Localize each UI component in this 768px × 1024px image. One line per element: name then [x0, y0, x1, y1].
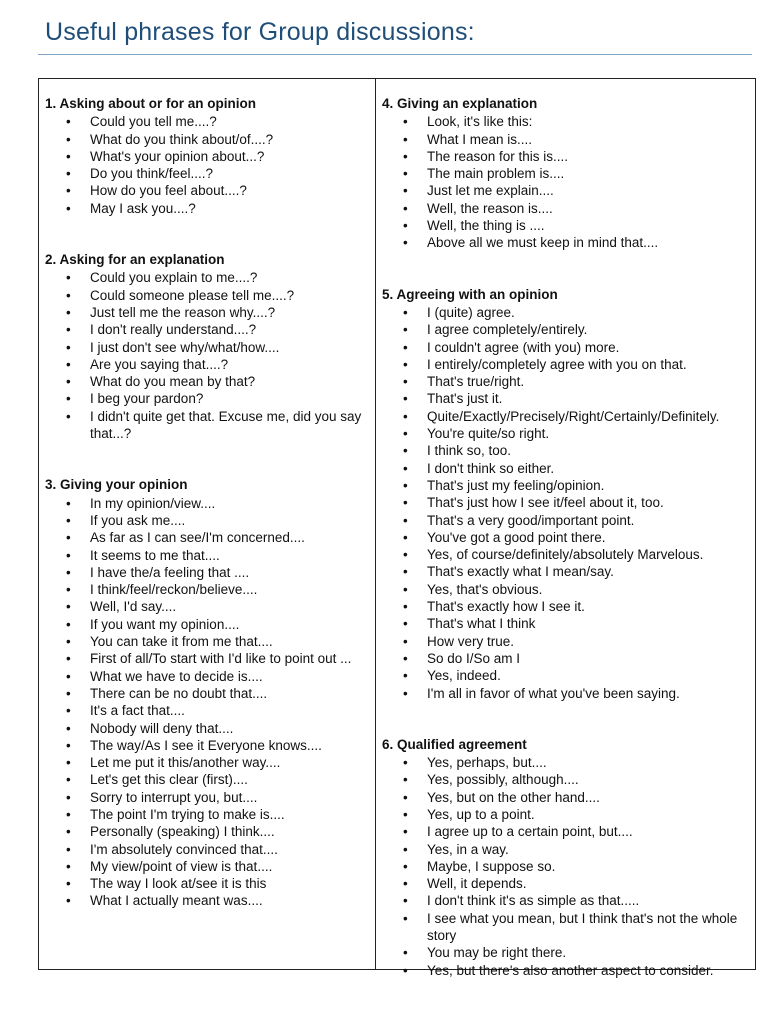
phrase-item: • I agree completely/entirely. — [382, 321, 751, 338]
phrase-item: • Let me put it this/another way.... — [45, 754, 371, 771]
phrase-item: • That's exactly how I see it. — [382, 598, 751, 615]
phrase-item: • What I mean is.... — [382, 131, 751, 148]
phrase-item: • That's a very good/important point. — [382, 512, 751, 529]
phrase-item: • That's true/right. — [382, 373, 751, 390]
phrase-item: • I entirely/completely agree with you on that. — [382, 356, 751, 373]
title-underline — [38, 54, 752, 55]
phrase-section — [382, 286, 751, 702]
phrase-item: • That's what I think — [382, 615, 751, 632]
phrase-item: • Yes, of course/definitely/absolutely Marvelous. — [382, 546, 751, 563]
phrase-item: • I beg your pardon? — [45, 390, 371, 407]
phrase-item: • Well, the thing is .... — [382, 217, 751, 234]
phrase-item: • I think/feel/reckon/believe.... — [45, 581, 371, 598]
phrase-item: • I think so, too. — [382, 442, 751, 459]
phrase-item: • Nobody will deny that.... — [45, 720, 371, 737]
phrase-item: • So do I/So am I — [382, 650, 751, 667]
phrase-item: • Look, it's like this: — [382, 113, 751, 130]
phrase-item: • What we have to decide is.... — [45, 668, 371, 685]
phrases-table — [38, 78, 756, 978]
phrase-section — [45, 251, 371, 442]
phrase-item: • I agree up to a certain point, but.... — [382, 823, 751, 840]
phrase-item: • Do you think/feel....? — [45, 165, 371, 182]
phrase-item: • How do you feel about....? — [45, 182, 371, 199]
phrase-list — [382, 113, 751, 251]
phrase-item: • Above all we must keep in mind that.... — [382, 234, 751, 251]
phrase-item: • Yes, indeed. — [382, 667, 751, 684]
phrase-item: • Just tell me the reason why....? — [45, 304, 371, 321]
phrase-item: • I see what you mean, but I think that's not the whole story — [382, 910, 751, 945]
phrase-item: • Yes, but there's also another aspect to consider. — [382, 962, 751, 979]
phrase-item: • Yes, but on the other hand.... — [382, 789, 751, 806]
phrase-item: • Well, I'd say.... — [45, 598, 371, 615]
phrase-list — [45, 495, 371, 910]
phrase-item: • Could you explain to me....? — [45, 269, 371, 286]
phrase-item: • That's exactly what I mean/say. — [382, 563, 751, 580]
phrase-item: • Sorry to interrupt you, but.... — [45, 789, 371, 806]
phrase-item: • Yes, in a way. — [382, 841, 751, 858]
phrase-item: • The way/As I see it Everyone knows.... — [45, 737, 371, 754]
phrase-item: • How very true. — [382, 633, 751, 650]
phrase-item: • I have the/a feeling that .... — [45, 564, 371, 581]
phrase-item: • Well, it depends. — [382, 875, 751, 892]
phrase-item: • Are you saying that....? — [45, 356, 371, 373]
section-heading: 3. Giving your opinion — [45, 477, 188, 493]
phrase-item: • You may be right there. — [382, 944, 751, 961]
phrase-item: • What do you mean by that? — [45, 373, 371, 390]
phrase-section — [382, 736, 751, 979]
phrase-item: • The main problem is.... — [382, 165, 751, 182]
phrase-item: • My view/point of view is that.... — [45, 858, 371, 875]
phrase-item: • It's a fact that.... — [45, 702, 371, 719]
phrase-item: • You're quite/so right. — [382, 425, 751, 442]
phrase-item: • Could someone please tell me....? — [45, 287, 371, 304]
section-heading: 4. Giving an explanation — [382, 96, 538, 111]
phrase-item: • I'm all in favor of what you've been saying. — [382, 685, 751, 702]
phrase-item: • There can be no doubt that.... — [45, 685, 371, 702]
phrase-item: • May I ask you....? — [45, 200, 371, 217]
page-title: Useful phrases for Group discussions: — [45, 18, 475, 46]
phrase-item: • I just don't see why/what/how.... — [45, 339, 371, 356]
phrase-item: • You can take it from me that.... — [45, 633, 371, 650]
phrase-item: • Maybe, I suppose so. — [382, 858, 751, 875]
phrase-section — [382, 95, 751, 252]
phrase-item: • What do you think about/of....? — [45, 131, 371, 148]
phrase-item: • Just let me explain.... — [382, 182, 751, 199]
phrase-item: • First of all/To start with I'd like to point out ... — [45, 650, 371, 667]
phrase-section — [45, 95, 371, 217]
phrase-item: • I couldn't agree (with you) more. — [382, 339, 751, 356]
phrase-item: • What's your opinion about...? — [45, 148, 371, 165]
phrase-item: • I'm absolutely convinced that.... — [45, 841, 371, 858]
section-heading: 6. Qualified agreement — [382, 736, 527, 752]
phrase-item: • If you want my opinion.... — [45, 616, 371, 633]
phrase-item: • I didn't quite get that. Excuse me, did you say that...? — [45, 408, 371, 443]
phrase-item: • That's just my feeling/opinion. — [382, 477, 751, 494]
phrase-item: • In my opinion/view.... — [45, 495, 371, 512]
phrase-item: • I don't really understand....? — [45, 321, 371, 338]
phrase-item: • Quite/Exactly/Precisely/Right/Certainly/Definitely. — [382, 408, 751, 425]
phrase-list — [45, 113, 371, 217]
section-heading: 1. Asking about or for an opinion — [45, 96, 256, 111]
phrase-item: • Well, the reason is.... — [382, 200, 751, 217]
phrase-section — [45, 476, 371, 909]
right-column — [376, 79, 755, 978]
phrase-list — [382, 754, 751, 979]
phrase-item: • Yes, possibly, although.... — [382, 771, 751, 788]
phrase-item: • Let's get this clear (first).... — [45, 771, 371, 788]
section-heading: 2. Asking for an explanation — [45, 252, 225, 268]
phrase-item: • That's just it. — [382, 390, 751, 407]
phrase-item: • As far as I can see/I'm concerned.... — [45, 529, 371, 546]
phrase-item: • Could you tell me....? — [45, 113, 371, 130]
phrase-list — [382, 304, 751, 702]
phrase-item: • That's just how I see it/feel about it, too. — [382, 494, 751, 511]
phrase-item: • If you ask me.... — [45, 512, 371, 529]
phrase-item: • I don't think so either. — [382, 460, 751, 477]
left-column — [39, 79, 376, 969]
phrase-item: • The way I look at/see it is this — [45, 875, 371, 892]
phrase-item: • Yes, perhaps, but.... — [382, 754, 751, 771]
phrase-item: • What I actually meant was.... — [45, 892, 371, 909]
phrase-list — [45, 269, 371, 442]
phrase-item: • I don't think it's as simple as that..... — [382, 892, 751, 909]
phrase-item: • It seems to me that.... — [45, 547, 371, 564]
phrase-item: • The reason for this is.... — [382, 148, 751, 165]
phrase-item: • The point I'm trying to make is.... — [45, 806, 371, 823]
phrase-item: • Yes, that's obvious. — [382, 581, 751, 598]
phrase-item: • Personally (speaking) I think.... — [45, 823, 371, 840]
phrase-item: • Yes, up to a point. — [382, 806, 751, 823]
section-heading: 5. Agreeing with an opinion — [382, 286, 558, 302]
phrase-item: • I (quite) agree. — [382, 304, 751, 321]
phrase-item: • You've got a good point there. — [382, 529, 751, 546]
